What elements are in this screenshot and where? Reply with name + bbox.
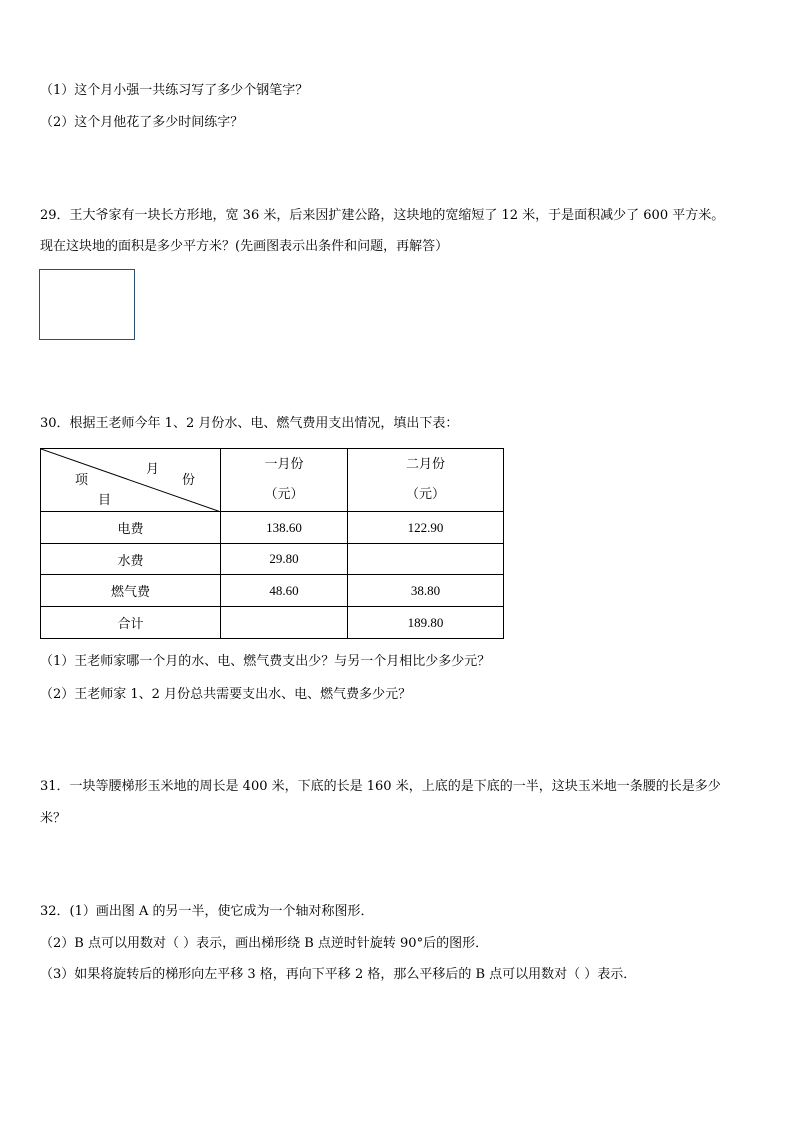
q32-line1: 32．(1）画出图 A 的另一半，使它成为一个轴对称图形．: [40, 904, 374, 919]
q29-line1: 29．王大爷家有一块长方形地，宽 36 米，后来因扩建公路，这块地的宽缩短了 12 米，于是面积减少了 600 平方米。: [40, 208, 725, 223]
q31-line1: 31．一块等腰梯形玉米地的周长是 400 米，下底的长是 160 米，上底的是下底的一半，这块玉米地一条腰的长是多少: [40, 779, 721, 794]
q32-line2: （2）B 点可以用数对（ ）表示，画出梯形绕 B 点逆时针旋转 90°后的图形．: [40, 936, 489, 951]
cell-jan: 48.60: [221, 575, 348, 607]
cell-jan-blank: [221, 607, 348, 639]
col-jan-title: 一月份: [264, 457, 304, 472]
expense-table: [40, 448, 504, 639]
cell-jan: 29.80: [221, 544, 348, 575]
cell-feb: 38.80: [348, 575, 504, 607]
q28-sub1: （1）这个月小强一共练习写了多少个钢笔字？: [40, 83, 309, 98]
table-row: [41, 544, 504, 575]
col-jan-unit: （元）: [264, 487, 304, 502]
row-label: 电费: [41, 512, 221, 544]
table-row: [41, 607, 504, 639]
table-row: [41, 575, 504, 607]
corner-item-1: 项: [75, 473, 89, 488]
q32-line3: （3）如果将旋转后的梯形向左平移 3 格，再向下平移 2 格，那么平移后的 B 点可以用数对（ ）表示．: [40, 967, 637, 982]
row-label: 水费: [41, 544, 221, 575]
q31-line2: 米？: [40, 811, 67, 826]
q30-sub1: （1）王老师家哪一个月的水、电、燃气费支出少？与另一个月相比少多少元？: [40, 654, 491, 669]
col-header-feb: [348, 449, 504, 512]
cell-feb: 122.90: [348, 512, 504, 544]
cell-feb: 189.80: [348, 607, 504, 639]
corner-month-1: 月: [146, 462, 160, 477]
col-feb-unit: （元）: [405, 487, 445, 502]
q30-intro: 30．根据王老师今年 1、2 月份水、电、燃气费用支出情况，填出下表：: [40, 416, 459, 431]
col-feb-title: 二月份: [405, 457, 445, 472]
table-corner-header: [41, 449, 221, 512]
q29-line2: 现在这块地的面积是多少平方米？(先画图表示出条件和问题，再解答）: [40, 239, 449, 254]
corner-item-2: 目: [98, 493, 112, 508]
cell-jan: 138.60: [221, 512, 348, 544]
table-row: [41, 512, 504, 544]
corner-month-2: 份: [182, 473, 196, 488]
q28-sub2: （2）这个月他花了多少时间练字？: [40, 115, 244, 130]
row-label: 燃气费: [41, 575, 221, 607]
col-header-jan: [221, 449, 348, 512]
q30-sub2: （2）王老师家 1、2 月份总共需要支出水、电、燃气费多少元？: [40, 687, 412, 702]
rectangle-diagram-box: [39, 269, 135, 340]
cell-feb-blank: [348, 544, 504, 575]
row-label: 合计: [41, 607, 221, 639]
